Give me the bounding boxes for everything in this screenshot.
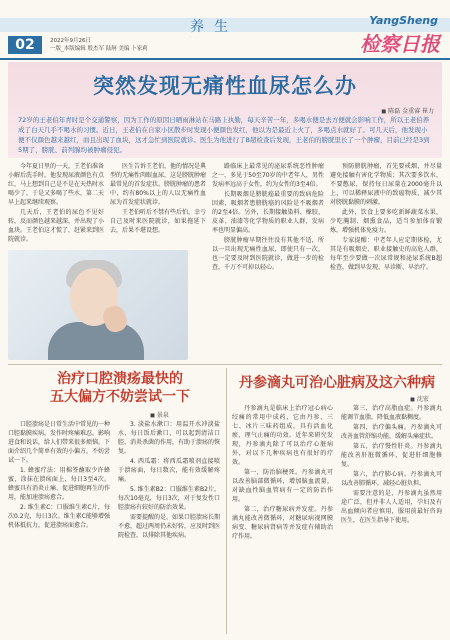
section-title: 养生 [190, 19, 238, 35]
paragraph: 第三，治疗高脂血症。丹参滴丸能调节血脂，降低血液黏稠度。 [341, 405, 442, 421]
paragraph: 第一，防治脑梗死。丹参滴丸可以改善脑部微循环，增加脑血流量，对缺血性脑血管病有一定的防治作用。 [232, 469, 333, 503]
page-header [0, 0, 450, 54]
paragraph: 今年夏日里的一天，王老伯准备小解后洗手时，他发现尿液颜色有点红，马上想到自己是不是在天热时水喝少了，于是又多喝了些水，第二天早上起来继续观察。 [8, 163, 105, 206]
article-2-title-line-1: 治疗口腔溃疡最快的 [57, 371, 183, 387]
header-divider [0, 58, 450, 60]
paragraph: 3. 淡盐水漱口：用温开水冲淡盐水，每日饭后漱口，可以起到清洁口腔、消炎杀菌的作用，有助于溃疡的恢复。 [118, 421, 221, 455]
lead-article-title: 突然发现无痛性血尿怎么办 [93, 73, 357, 98]
paragraph: 5. 维生素B2：口服维生素B2片，每次10毫克，每日3次，对于复发性口腔溃疡有较好的防治效果。 [118, 486, 220, 511]
paragraph: 4. 西瓜霜：将西瓜霜喷剂直接喷于溃疡面，每日数次，能有效缓解疼痛。 [118, 458, 220, 483]
article-3-title: 丹参滴丸可治心脏病及这六种病 [239, 375, 435, 391]
article-3-body [232, 404, 442, 636]
paragraph: 此外，饮食上要多吃新鲜蔬菜水果，少吃腌制、烟熏食品，适当参加体育锻炼，增强机体免疫力。 [330, 209, 442, 234]
lead-article-banner [8, 62, 442, 158]
article-3-author: ◼ 沈宏 [410, 396, 429, 403]
paragraph: 第四，治疗偏头痛。丹参滴丸可改善血管舒缩功能，缓解头痛症状。 [341, 424, 442, 440]
article-2-title-line-2: 五大偏方不妨尝试一下 [50, 389, 190, 405]
page-number: 02 [8, 36, 42, 54]
paragraph: 长期吸烟是膀胱癌最重要的致病危险因素，吸烟者患膀胱癌的风险是不吸烟者的2至4倍。另外，长期接触染料、橡胶、皮革、油漆等化学物质的职业人群，发病率也明显偏高。 [212, 191, 324, 234]
body-column-2 [110, 162, 206, 236]
paragraph: 医生告诉王老伯，他的情况是典型的无痛性肉眼血尿，这是膀胱肿瘤最常见的首发症状。膀胱肿瘤的患者中，约有80%以上的人以无痛性血尿为首发症状就诊。 [110, 163, 207, 206]
paragraph: 第二，治疗糖尿病并发症。丹参滴丸能改善微循环，对糖尿病视网膜病变、糖尿病肾病等并发症有辅助治疗作用。 [232, 506, 333, 540]
paragraph: 1. 蜂蜜疗法：用棉签蘸取少许蜂蜜，涂抹在溃疡面上，每日3至4次。蜂蜜具有消炎止痛、促进细胞再生的作用，能加速溃疡愈合。 [8, 467, 111, 501]
column-separator [226, 368, 227, 634]
article-2-body [8, 420, 220, 635]
body-column-4 [330, 162, 442, 273]
body-column-1 [8, 162, 104, 245]
article-2-column-1 [8, 420, 110, 531]
article-2-column-2 [118, 420, 220, 541]
article-3-column-2 [341, 404, 442, 526]
paragraph: 需要注意的是，丹参滴丸虽然用途广泛，但并非人人适用，孕妇及有出血倾向者应慎用，服用前最好咨询医生，在医生指导下使用。 [341, 490, 442, 524]
section-title-en: YangSheng [369, 14, 438, 27]
photo-figure-body [48, 322, 144, 360]
publication-date: 2022年9月26日 [50, 38, 91, 44]
paragraph: 路临床上最常见的泌尿系统恶性肿瘤之一，多见于50至70岁的中老年人，男性发病率远高于女性，约为女性的3至4倍。 [212, 163, 324, 188]
body-column-3 [212, 162, 324, 273]
paragraph: 膀胱肿瘤早期往往没有其他不适，所以一旦出现无痛性血尿，即使只有一次，也一定要及时到医院就诊，做进一步的检查，千万不可掉以轻心。 [212, 237, 324, 271]
paragraph: 丹参滴丸是临床上治疗冠心病心绞痛的常用中成药，它由丹参、三七、冰片三味药组成，具有活血化瘀、理气止痛的功效。近年来研究发现，丹参滴丸除了可以治疗心脏病外，对以下几种疾病也有很好的疗效。 [232, 405, 333, 466]
paragraph: 口腔溃疡是日常生活中常见的一种口腔黏膜疾病，发作时疼痛难忍，影响进食和说话，给人们带来很多烦恼。下面介绍几个简单有效的小偏方，不妨尝试一下。 [8, 421, 111, 464]
article-2-author: ◼ 景泉 [150, 412, 169, 419]
paragraph: 几天后，王老伯的尿色不见好转，反而颜色越来越深，并出现了小血块。王老伯这才慌了，赶紧来到医院就诊。 [8, 209, 105, 243]
lead-article-author: ◼ 陈磊 金重睿 崔力 [381, 108, 434, 115]
lead-article-summary: 72岁的王老伯年青时是个交通警察，因为工作的原因日晒雨淋站在马路上执勤，每天辛苦一年，多喝水便是去方便就会影响工作，所以王老伯养成了白天几乎不喝水的习惯。近日，王老伯在自家小区散步时发现小便颜色发红，他以为是最近上火了，多喝点水就好了。可几天后，他发现小便不仅颜色越来越红，而且出现了血块，这才急忙到医院就诊。医生为他进行了B超检查后发现，王老伯的膀胱里长了一个肿瘤，目前已经是3到5期了，膀胱、前列腺均被肿瘤侵犯。 [18, 116, 430, 154]
paragraph: 王老伯听后不禁有些后怕，幸亏自己及时来医院就诊，如果拖延下去，后果不堪设想。 [110, 209, 207, 234]
paragraph: 2. 维生素C：口服维生素C片，每次0.2克，每日3次。维生素C能够增强机体抵抗力，促进溃疡面愈合。 [8, 504, 110, 529]
section-separator [8, 364, 442, 365]
paragraph: 需要提醒的是，如果口腔溃疡长期不愈，超过两周仍未好转，应及时到医院检查，以排除其他疾病。 [118, 514, 221, 539]
article-2-title [20, 370, 220, 406]
publication-info [50, 37, 148, 53]
paragraph: 第五，治疗慢性肝炎。丹参滴丸能改善肝脏微循环，促进肝细胞修复。 [341, 443, 442, 468]
paragraph: 预防膀胱肿瘤，首先要戒烟，并尽量避免接触有害化学物质；其次要多饮水，不要憋尿，保持每日尿量在2000毫升以上，可以稀释尿液中的致癌物质，减少其对膀胱黏膜的刺激。 [330, 163, 442, 206]
paragraph: 第六，治疗肺心病。丹参滴丸可以改善肺循环，减轻心脏负担。 [341, 471, 442, 487]
paragraph: 专家提醒：中老年人应定期体检，尤其是有吸烟史、职业接触史的高危人群，每年至少要做一次尿常规和泌尿系统B超检查，做到早发现、早诊断、早治疗。 [330, 237, 442, 271]
editor-credits: 一版_本版编辑 殷杰军 陆舸 美编 卜家莉 [50, 46, 148, 52]
article-3-column-1 [232, 404, 333, 542]
article-photo [8, 250, 188, 360]
newspaper-logo: 检察日报 [360, 32, 440, 56]
